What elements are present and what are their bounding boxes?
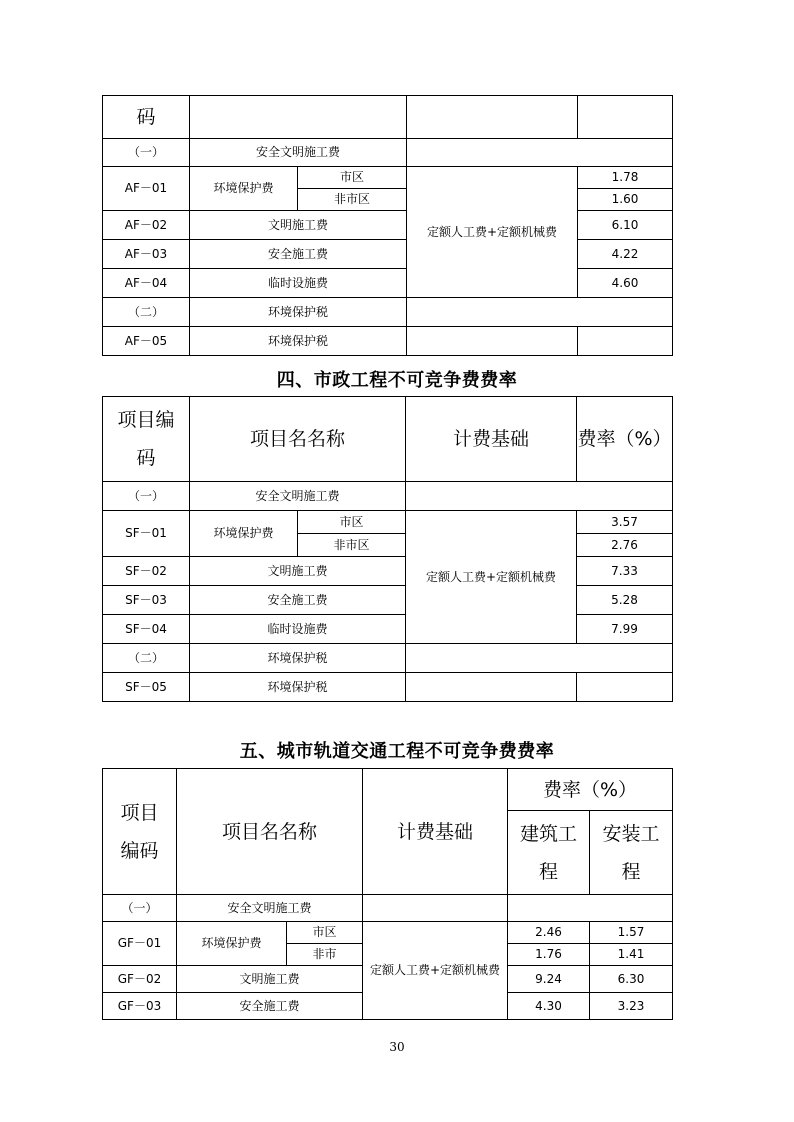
row-code: GF－01 <box>103 922 177 966</box>
header-code <box>103 397 190 482</box>
page-number: 30 <box>389 1040 405 1054</box>
row-name: 安全施工费 <box>190 586 406 615</box>
row-code: SF－04 <box>103 615 190 644</box>
row-rate-install: 6.30 <box>590 966 673 993</box>
row-code: （二） <box>103 644 190 673</box>
table-anquan-continued <box>102 95 673 356</box>
header-install-line2: 程 <box>621 860 641 883</box>
row-rate-building: 2.46 <box>508 922 590 944</box>
table-row <box>103 167 673 189</box>
row-name: 文明施工费 <box>190 211 407 240</box>
row-name: 环境保护费 <box>190 167 298 211</box>
table-row <box>103 922 673 944</box>
header-name: 项目名名称 <box>190 397 406 482</box>
row-name: 环境保护费 <box>177 922 287 966</box>
row-code: SF－02 <box>103 557 190 586</box>
table-row <box>103 557 673 586</box>
table-row <box>103 511 673 534</box>
table-row <box>103 615 673 644</box>
row-empty <box>406 644 673 673</box>
row-name: 文明施工费 <box>177 966 363 993</box>
table-guidao <box>102 768 673 1020</box>
table-header-row <box>103 96 673 139</box>
row-code: SF－03 <box>103 586 190 615</box>
section5-title: 五、城市轨道交通工程不可竞争费费率 <box>239 741 555 762</box>
row-rate: 7.99 <box>577 615 673 644</box>
header-code-line1: 项目编 <box>117 409 175 431</box>
row-rate: 7.33 <box>577 557 673 586</box>
row-name: 临时设施费 <box>190 269 407 298</box>
header-code-line2: 编码 <box>120 839 159 862</box>
row-name: 环境保护费 <box>190 511 298 557</box>
table-row <box>103 482 673 511</box>
row-rate: 1.60 <box>578 189 673 211</box>
row-name: 安全文明施工费 <box>177 895 363 922</box>
section4-title: 四、市政工程不可竞争费费率 <box>276 370 518 391</box>
table-row <box>103 211 673 240</box>
row-rate: 4.60 <box>578 269 673 298</box>
row-rate-install: 3.23 <box>590 993 673 1020</box>
row-rate-install: 1.41 <box>590 944 673 966</box>
row-empty <box>407 298 673 327</box>
row-code: （一） <box>103 895 177 922</box>
header-basis: 计费基础 <box>363 769 508 895</box>
row-empty <box>578 327 673 356</box>
table-row <box>103 139 673 167</box>
row-rate-building: 9.24 <box>508 966 590 993</box>
table-header-row <box>103 769 673 811</box>
header-basis-cell <box>407 96 578 139</box>
row-name: 安全施工费 <box>177 993 363 1020</box>
table-row <box>103 895 673 922</box>
row-empty <box>363 895 508 922</box>
row-code: （一） <box>103 482 190 511</box>
header-building-line1: 建筑工 <box>520 822 578 845</box>
row-code: AF－01 <box>103 167 190 211</box>
row-code: （二） <box>103 298 190 327</box>
header-code-line1: 项目 <box>120 801 159 824</box>
table-shizheng <box>102 396 673 702</box>
header-basis: 计费基础 <box>406 397 577 482</box>
header-code-fragment: 码 <box>103 96 190 139</box>
row-name: 环境保护税 <box>190 327 407 356</box>
row-sub: 非市 <box>287 944 363 966</box>
row-sub: 市区 <box>298 167 407 189</box>
row-sub: 非市区 <box>298 534 406 557</box>
row-name: 环境保护税 <box>190 298 407 327</box>
header-rate-install <box>590 811 673 895</box>
table-header-row <box>103 397 673 482</box>
table-row <box>103 644 673 673</box>
row-rate-building: 4.30 <box>508 993 590 1020</box>
row-basis: 定额人工费+定额机械费 <box>406 511 577 644</box>
header-name-cell <box>190 96 407 139</box>
row-empty <box>577 673 673 702</box>
header-rate-building <box>508 811 590 895</box>
row-sub: 市区 <box>298 511 406 534</box>
row-code: AF－04 <box>103 269 190 298</box>
row-name: 文明施工费 <box>190 557 406 586</box>
row-code: SF－01 <box>103 511 190 557</box>
row-name: 环境保护税 <box>190 673 406 702</box>
row-basis: 定额人工费+定额机械费 <box>363 922 508 1020</box>
row-code: AF－02 <box>103 211 190 240</box>
row-sub: 市区 <box>287 922 363 944</box>
table-row <box>103 240 673 269</box>
row-code: AF－03 <box>103 240 190 269</box>
row-name: 安全文明施工费 <box>190 482 406 511</box>
row-rate: 3.57 <box>577 511 673 534</box>
row-rate-building: 1.76 <box>508 944 590 966</box>
row-rate: 4.22 <box>578 240 673 269</box>
row-basis: 定额人工费+定额机械费 <box>407 167 578 298</box>
table-row <box>103 673 673 702</box>
header-code-line2: 码 <box>136 447 156 469</box>
row-empty <box>407 139 673 167</box>
row-code: SF－05 <box>103 673 190 702</box>
row-code: （一） <box>103 139 190 167</box>
row-name: 安全文明施工费 <box>190 139 407 167</box>
row-empty <box>407 327 578 356</box>
row-rate: 6.10 <box>578 211 673 240</box>
row-rate: 1.78 <box>578 167 673 189</box>
row-empty <box>508 895 673 922</box>
row-code: AF－05 <box>103 327 190 356</box>
table-row <box>103 586 673 615</box>
row-empty <box>406 673 577 702</box>
row-rate-install: 1.57 <box>590 922 673 944</box>
header-building-line2: 程 <box>539 860 559 883</box>
header-name: 项目名名称 <box>177 769 363 895</box>
header-rate: 费率（%） <box>508 769 673 811</box>
header-code <box>103 769 177 895</box>
row-sub: 非市区 <box>298 189 407 211</box>
row-code: GF－03 <box>103 993 177 1020</box>
table-row <box>103 327 673 356</box>
table-row <box>103 298 673 327</box>
row-rate: 5.28 <box>577 586 673 615</box>
header-install-line1: 安装工 <box>602 822 660 845</box>
row-name: 安全施工费 <box>190 240 407 269</box>
row-name: 临时设施费 <box>190 615 406 644</box>
row-empty <box>406 482 673 511</box>
header-rate: 费率（%） <box>577 397 673 482</box>
header-rate-cell <box>578 96 673 139</box>
row-name: 环境保护税 <box>190 644 406 673</box>
row-rate: 2.76 <box>577 534 673 557</box>
table-row <box>103 269 673 298</box>
row-code: GF－02 <box>103 966 177 993</box>
